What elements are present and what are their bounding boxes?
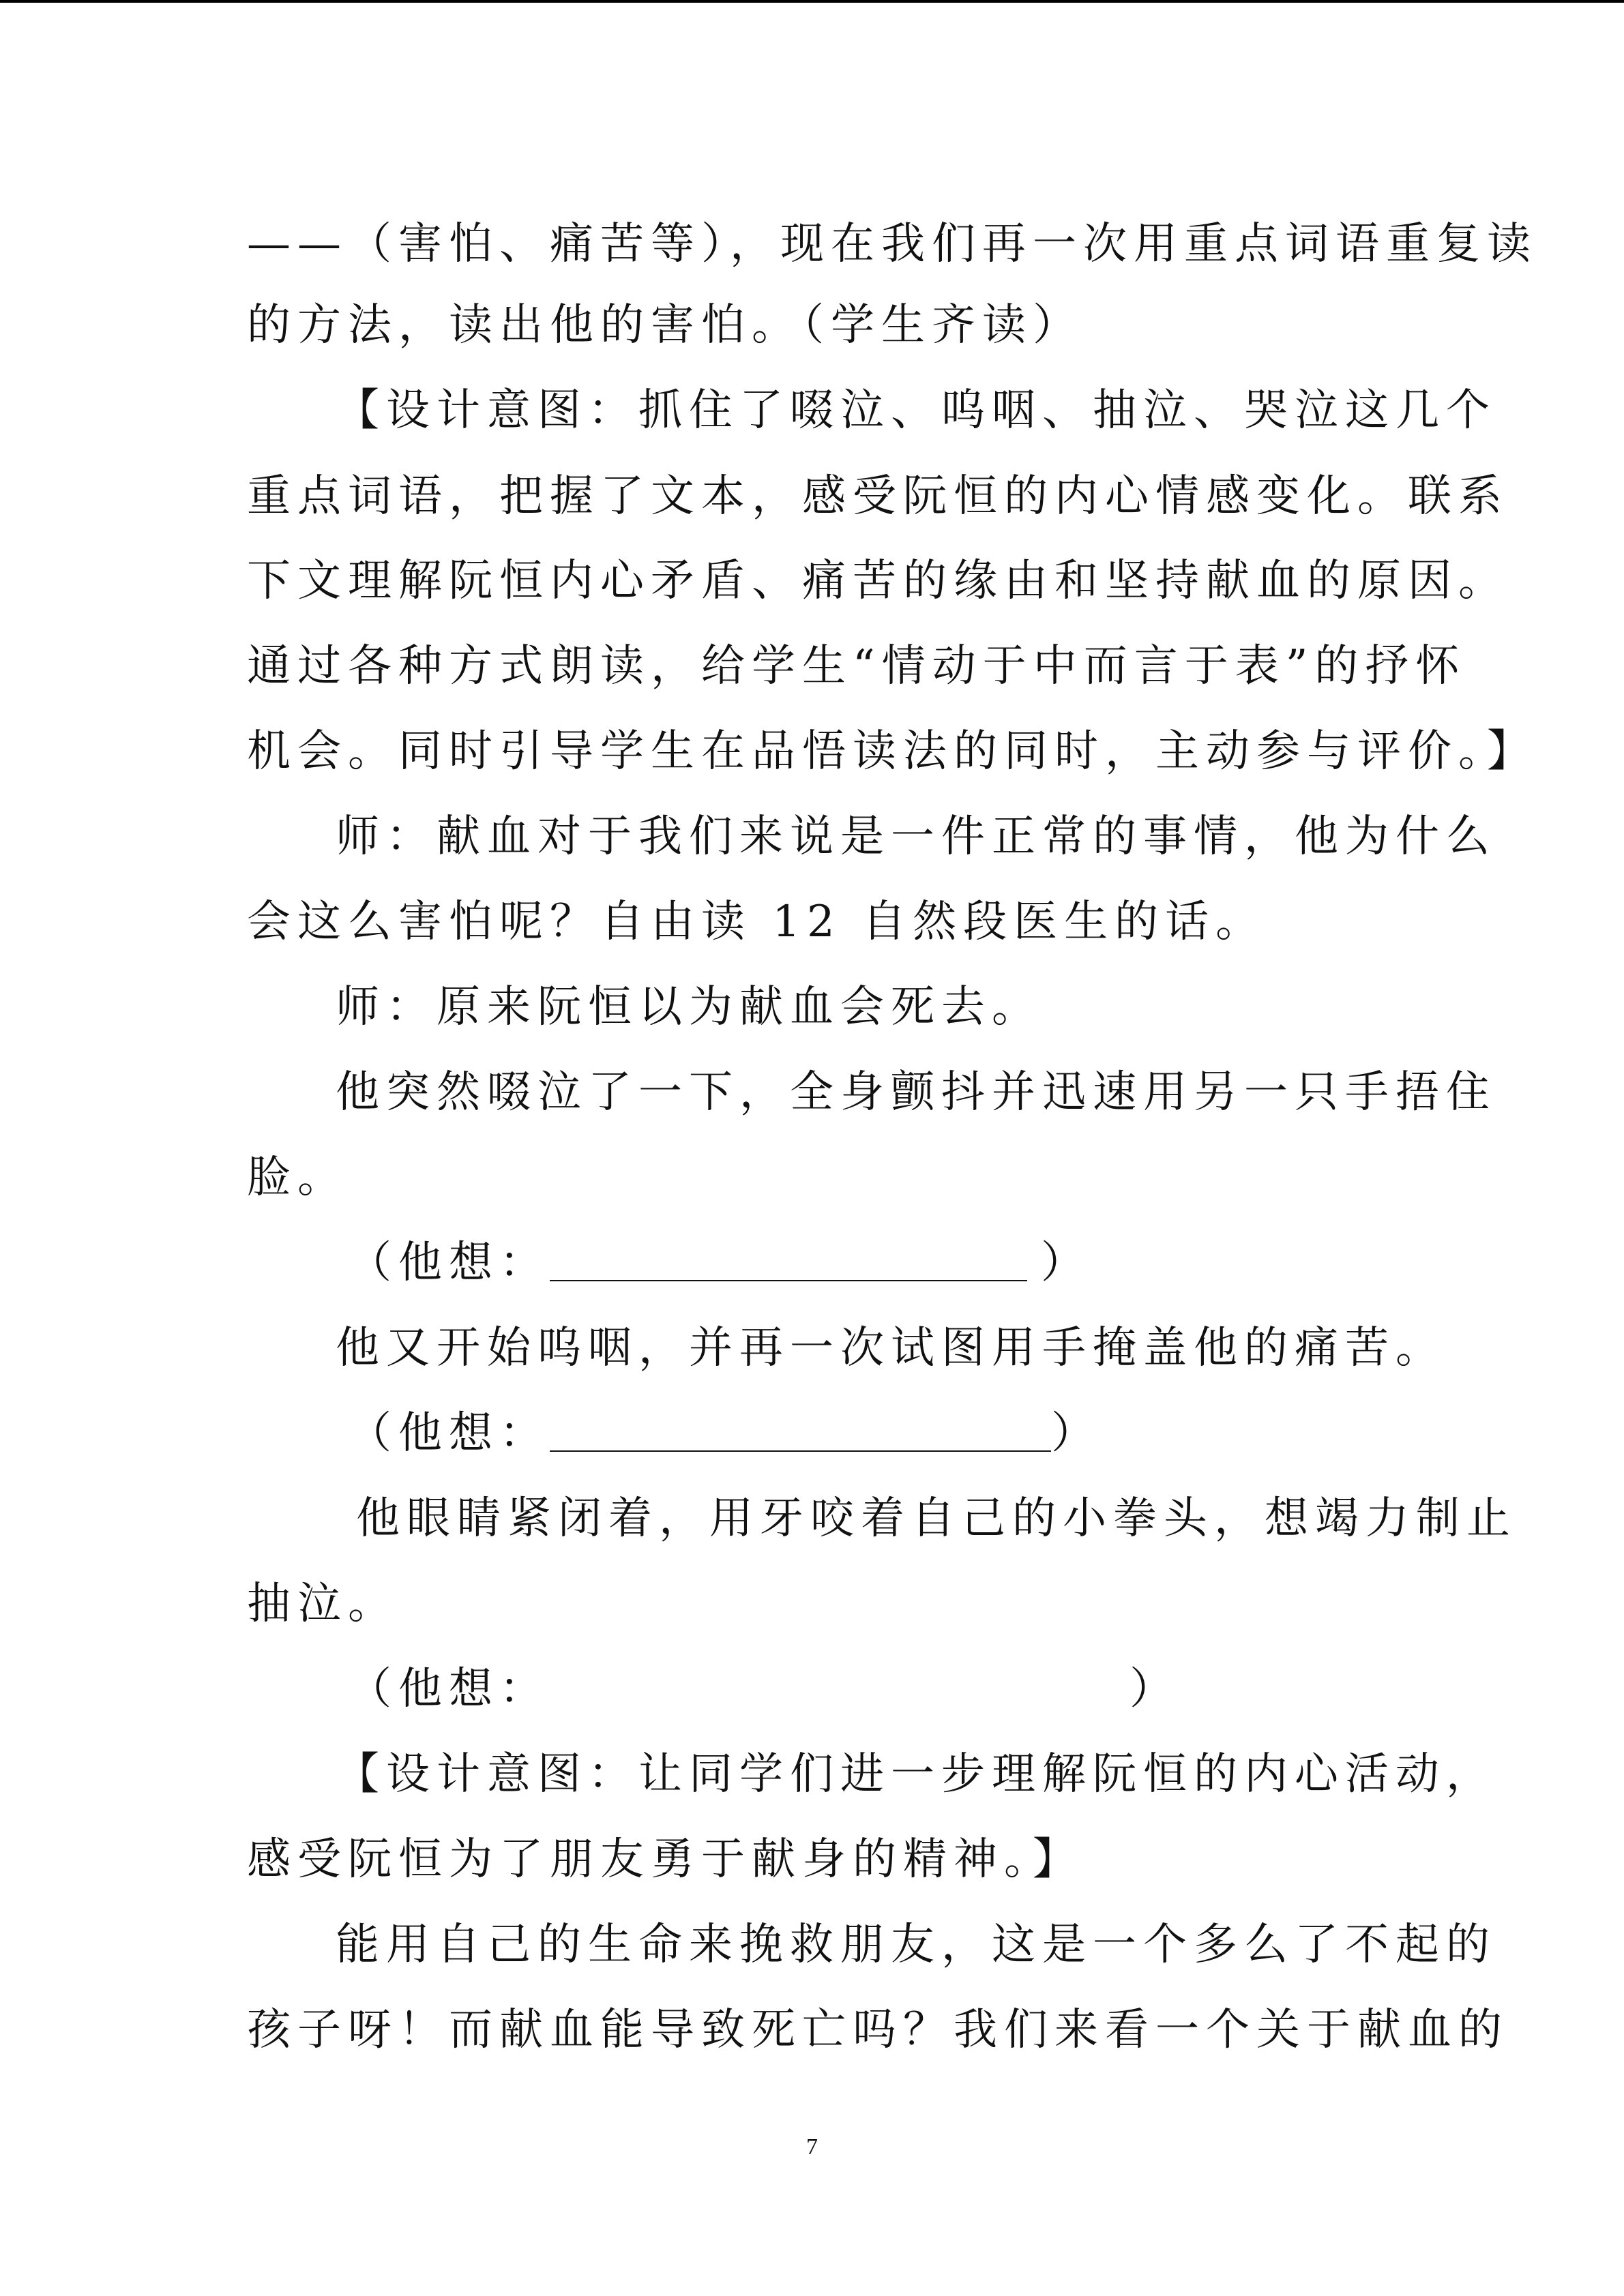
- page-number: 7: [806, 2134, 818, 2160]
- prompt-label: （他想：: [348, 1238, 550, 1288]
- text-line: 能用自己的生命来挽救朋友，这是一个多么了不起的: [336, 1920, 1496, 1970]
- closing-paren: ）: [1130, 1664, 1180, 1714]
- text-line: 师：原来阮恒以为献血会死去。: [336, 982, 1042, 1032]
- prompt-label: （他想：: [348, 1664, 550, 1714]
- fill-in-line: [348, 1406, 1102, 1461]
- text-line: 脸。: [247, 1152, 348, 1203]
- text-line: 重点词语，把握了文本，感受阮恒的内心情感变化。联系: [247, 471, 1509, 522]
- text-line: 感受阮恒为了朋友勇于献身的精神。】: [247, 1834, 1083, 1885]
- fill-in-line: [348, 1236, 1091, 1290]
- fill-in-line: [348, 1662, 1180, 1716]
- closing-paren: ）: [1051, 1408, 1102, 1459]
- prompt-label: （他想：: [348, 1408, 550, 1459]
- text-line: 【设计意图：让同学们进一步理解阮恒的内心活动，: [336, 1749, 1496, 1800]
- answer-blank[interactable]: [550, 1242, 1027, 1281]
- text-line: 师：献血对于我们来说是一件正常的事情，他为什么: [336, 811, 1496, 862]
- answer-blank[interactable]: [550, 1412, 1051, 1452]
- text-line: 他突然啜泣了一下，全身颤抖并迅速用另一只手捂住: [336, 1067, 1496, 1118]
- closing-paren: ）: [1041, 1238, 1091, 1288]
- text-line: 孩子呀！而献血能导致死亡吗？我们来看一个关于献血的: [247, 2005, 1509, 2055]
- text-line: 的方法，读出他的害怕。（学生齐读）: [247, 300, 1083, 351]
- top-border: [0, 0, 1624, 3]
- text-line: 抽泣。: [247, 1579, 398, 1629]
- text-line: 通过各种方式朗读，给学生“情动于中而言于表”的抒怀: [247, 641, 1466, 691]
- text-line: 下文理解阮恒内心矛盾、痛苦的缘由和坚持献血的原因。: [247, 556, 1509, 606]
- text-line: 他又开始呜咽，并再一次试图用手掩盖他的痛苦。: [336, 1323, 1446, 1373]
- text-line: 机会。同时引导学生在品悟读法的同时，主动参与评价。】: [247, 726, 1537, 777]
- text-line: 他眼睛紧闭着，用牙咬着自己的小拳头，想竭力制止: [356, 1493, 1517, 1544]
- text-line: 【设计意图：抓住了啜泣、呜咽、抽泣、哭泣这几个: [336, 385, 1496, 436]
- text-line: ——（害怕、痛苦等），现在我们再一次用重点词语重复读: [247, 219, 1537, 269]
- text-line: 会这么害怕呢？自由读 12 自然段医生的话。: [247, 897, 1267, 947]
